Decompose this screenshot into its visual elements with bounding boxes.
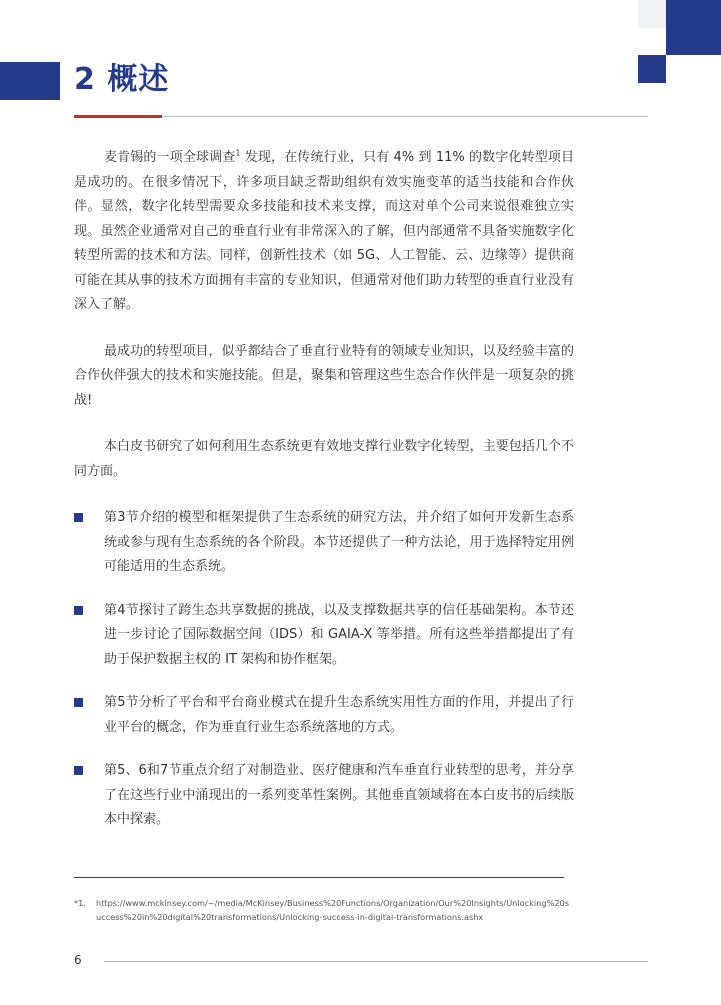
bullet-square-icon xyxy=(74,766,83,775)
list-item-text: 第5、6和7节重点介绍了对制造业、医疗健康和汽车垂直行业转型的思考，并分享了在这些行业中涌现出的一系列变革性案例。其他垂直领域将在本白皮书的后续版本中探索。 xyxy=(104,763,574,827)
footnote-mark: *1. xyxy=(74,898,86,908)
footnote-reference[interactable]: 1 xyxy=(235,148,241,158)
list-item xyxy=(74,599,574,673)
list-item xyxy=(74,506,574,580)
paragraph-text: 麦肯锡的一项全球调查 xyxy=(104,150,236,165)
footnote xyxy=(74,896,574,924)
footnote-divider xyxy=(74,877,564,878)
list-item-text: 第5节分析了平台和平台商业模式在提升生态系统实用性方面的作用，并提出了行业平台的概念，作为垂直行业生态系统落地的方式。 xyxy=(104,695,574,735)
paragraph-text: 发现，在传统行业，只有 4% 到 11% 的数字化转型项目是成功的。在很多情况下，许多项目缺乏帮助组织有效实施变革的适当技能和合作伙伴。显然，数字化转型需要众多技能和技术来支撑，而这对单个公司来说很难独立实现。虽然企业通常对自己的垂直行业有非常深入的了解，但内部通常不具备实施数字化转型所需的技术和方法。同样，创新性技术（如 5G、人工智能、云、边缘等）提供商可能在其从事的技术方面拥有丰富的专业知识，但通常对他们助力转型的垂直行业没有深入了解。 xyxy=(74,150,574,312)
page-number: 6 xyxy=(74,953,82,967)
title-accent-bar xyxy=(74,115,162,118)
footnote-link[interactable]: https://www.mckinsey.com/~/media/McKinsey/Business%20Functions/Organization/Our%20Insights/Unlocking%20success%20in%20digital%20transformations/Unlocking-success-in-digital-transformations.ashx xyxy=(96,898,570,922)
bullet-square-icon xyxy=(74,606,83,615)
paragraph: 本白皮书研究了如何利用生态系统更有效地支撑行业数字化转型，主要包括几个不同方面。 xyxy=(74,439,574,479)
footer-rule xyxy=(104,961,648,962)
decorative-block-corner-small xyxy=(638,55,666,83)
body-text xyxy=(74,146,574,506)
bullet-list xyxy=(74,506,574,852)
list-item-text: 第4节探讨了跨生态共享数据的挑战，以及支撑数据共享的信任基础架构。本节还进一步讨论了国际数据空间（IDS）和 GAIA-X 等举措。所有这些举措都提出了有助于保护数据主权的 IT 架构和协作框架。 xyxy=(104,602,574,667)
paragraph: 最成功的转型项目，似乎都结合了垂直行业特有的领域专业知识，以及经验丰富的合作伙伴强大的技术和实施技能。但是，聚集和管理这些生态合作伙伴是一项复杂的挑战! xyxy=(74,343,574,408)
bullet-square-icon xyxy=(74,698,83,707)
decorative-block-corner xyxy=(666,0,721,55)
list-item-text: 第3节介绍的模型和框架提供了生态系统的研究方法，并介绍了如何开发新生态系统或参与现有生态系统的各个阶段。本节还提供了一种方法论，用于选择特定用例可能适用的生态系统。 xyxy=(104,510,574,574)
decorative-block-corner-light xyxy=(638,0,666,28)
list-item xyxy=(74,691,574,740)
bullet-square-icon xyxy=(74,513,83,522)
section-title: 2 概述 xyxy=(74,62,170,97)
decorative-block-left xyxy=(0,62,60,100)
list-item xyxy=(74,759,574,833)
paragraph xyxy=(74,146,574,318)
